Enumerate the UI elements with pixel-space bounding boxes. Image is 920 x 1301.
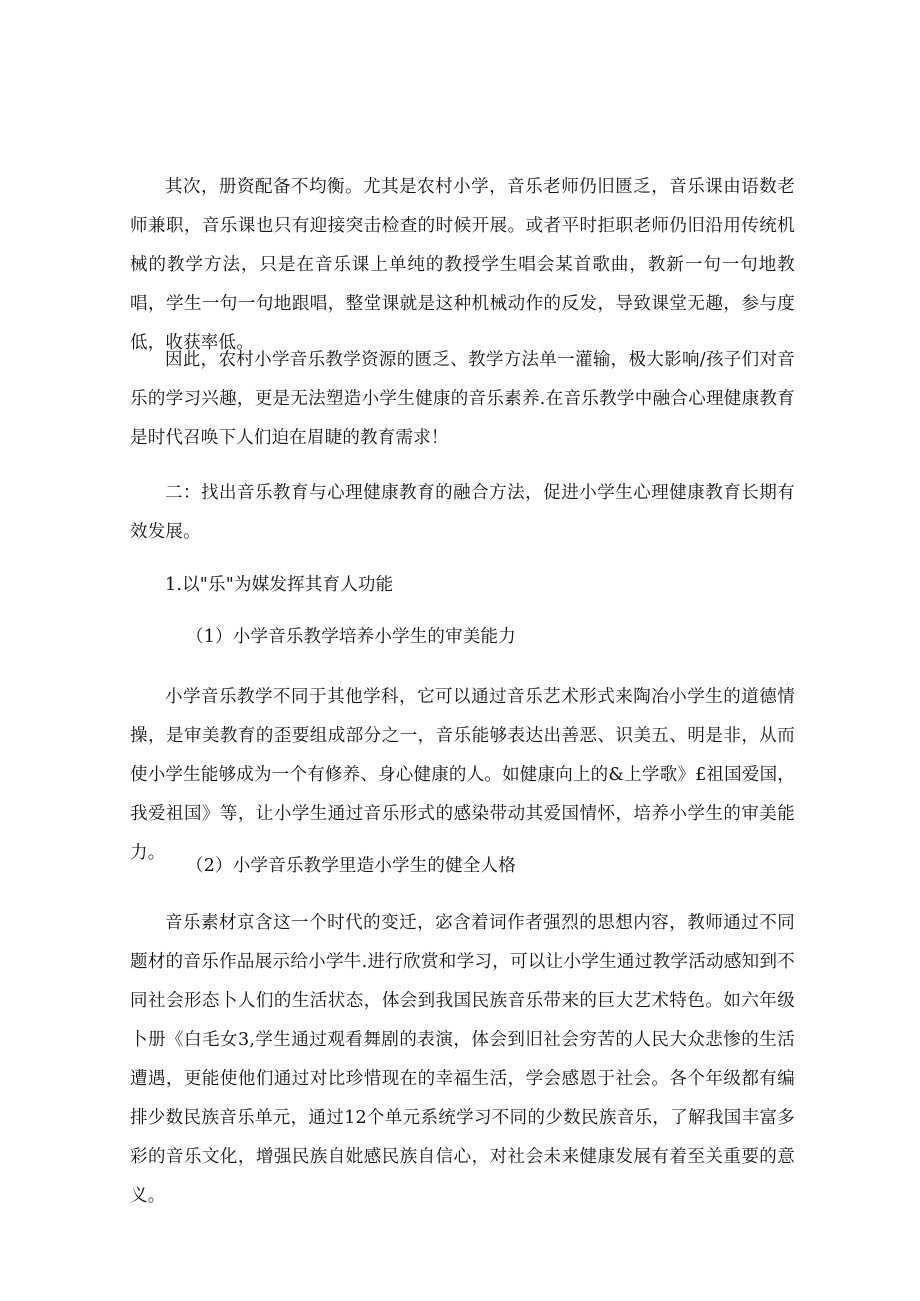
paragraph-music-material-era: 音乐素材京含这一个时代的变迁，宓含着词作者强烈的思想内容，教师通过不同题材的音乐作品展示给小学牛.进行欣赏和学习，可以让小学生通过教学活动感知到不同社会形态卜人们的生活状态，体会到我国民族音乐带来的巨大艺术特色。如六年级卜册《白毛女3,学生通过观看舞剧的表演，体会到旧社会穷苦的人民大众悲惨的生活遭遇，更能使他们通过对比珍惜现在的幸福生活，学会感恩于社会。各个年级都有编排少数民族音乐单元，通过12个单元系统学习不同的少数民族音乐，了解我国丰富多彩的音乐文化，增强民族自妣感民族自信心，对社会未来健康发展有着至关重要的意义。 [130,913,795,1206]
subsubsection-heading-aesthetic-ability: （1）小学音乐教学培养小学生的审美能力 [186,627,516,647]
paragraph-aesthetic-education: 小学音乐教学不同于其他学科，它可以通过音乐艺术形式来陶冶小学生的道德情操，是审美教育的歪要组成部分之一，音乐能够表达出善恶、识美五、明是非，从而使小学生能够成为一个有修养、身心健康的人。如健康向上的&上学歌》£祖国爱国，我爱祖国》等，让小学生通过音乐形式的感染带动其爱国情怀，培养小学生的审美能力。 [130,687,795,863]
paragraph-teacher-allocation: 其次，册资配备不均衡。尤其是农村小学，音乐老师仍旧匮乏，音乐课由语数老师兼职，音乐课也只有迎接突击检查的时候开展。或者平时拒职老师仍旧沿用传统机械的教学方法，只是在音乐课上单纯的教授学生唱会某首歌曲，教新一句一句地教唱，学生一句一句地跟唱，整堂课就是这种机械动作的反发，导致课堂无趣，参与度低，收获率低。 [130,177,795,353]
section-heading-integration-methods: 二：找出音乐教育与心理健康教育的融合方法，促进小学生心理健康教育长期有效发展。 [130,483,795,542]
paragraph-rural-resources: 因此，农村小学音乐教学资源的匮乏、教学方法单一灌输，极大影响/孩子们对音乐的学习兴趣，更是无法塑造小学生健康的音乐素养.在音乐教学中融合心理健康教育是时代召唤下人们迫在眉睫的教育需求！ [130,350,795,448]
subsection-heading-music-as-medium: 1.以"乐"为媒发挥其育人功能 [165,575,394,595]
subsubsection-heading-sound-personality: （2）小学音乐教学里造小学生的健全人格 [186,856,516,876]
